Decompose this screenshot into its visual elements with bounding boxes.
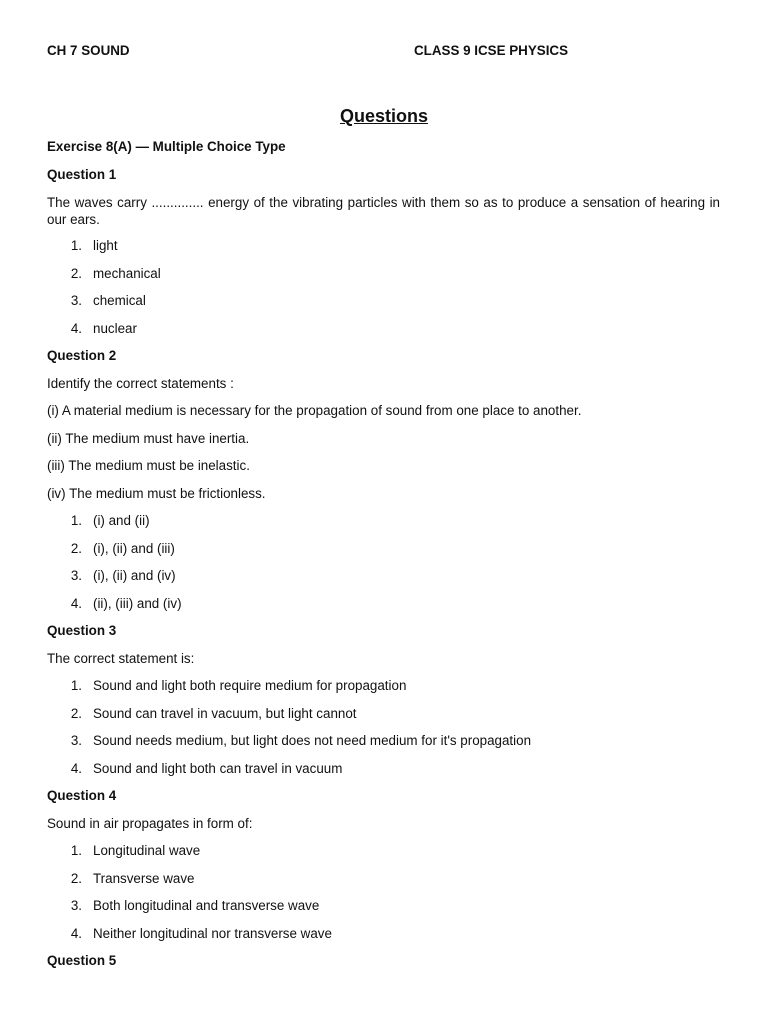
option-text: (i) and (ii): [93, 513, 150, 528]
option-item: [47, 293, 720, 321]
header-chapter: CH 7 SOUND: [47, 43, 130, 58]
option-item: [47, 266, 720, 294]
header-class: CLASS 9 ICSE PHYSICS: [414, 43, 569, 58]
question-text: The waves carry .............. energy of the vibrating particles with them so as to produce a sensation of hearing in our ears.: [47, 195, 720, 227]
option-item: [47, 761, 720, 789]
question-text: Sound in air propagates in form of:: [47, 815, 253, 831]
option-number: 1.: [70, 843, 82, 858]
option-number: 1.: [70, 238, 82, 253]
statement-text: (i) A material medium is necessary for the propagation of sound from one place to another.: [47, 403, 582, 418]
option-number: 4.: [70, 595, 82, 611]
question-heading: Question 3: [47, 623, 117, 638]
option-number: 4.: [70, 320, 82, 336]
option-text: Sound and light both can travel in vacuum: [93, 760, 343, 776]
option-number: 3.: [70, 733, 82, 748]
statement-text: (iii) The medium must be inelastic.: [47, 458, 250, 473]
option-text: (ii), (iii) and (iv): [93, 595, 182, 611]
option-text: (i), (ii) and (iv): [93, 568, 176, 583]
question-heading: Question 5: [47, 953, 117, 968]
option-item: [47, 541, 720, 569]
option-text: Neither longitudinal nor transverse wave: [93, 925, 332, 941]
option-item: [47, 678, 720, 706]
option-text: Longitudinal wave: [93, 843, 201, 858]
option-text: Sound and light both require medium for propagation: [93, 678, 407, 693]
option-number: 4.: [70, 760, 82, 776]
option-number: 3.: [70, 568, 82, 583]
question-heading: Question 4: [47, 788, 117, 803]
option-text: (i), (ii) and (iii): [93, 540, 175, 556]
option-item: [47, 596, 720, 624]
option-item: [47, 706, 720, 734]
option-item: [47, 898, 720, 926]
option-item: [47, 321, 720, 349]
option-text: Sound can travel in vacuum, but light cannot: [93, 705, 357, 721]
statement-text: (ii) The medium must have inertia.: [47, 430, 250, 446]
option-item: [47, 843, 720, 871]
option-text: Transverse wave: [93, 870, 195, 886]
question-text: The correct statement is:: [47, 650, 195, 666]
exercise-heading: Exercise 8(A) — Multiple Choice Type: [47, 139, 286, 154]
option-number: 3.: [70, 293, 82, 308]
question-heading: Question 2: [47, 348, 117, 363]
option-number: 2.: [70, 705, 82, 721]
question-heading: Question 1: [47, 166, 117, 182]
option-number: 2.: [70, 265, 82, 281]
document-body: [47, 139, 720, 981]
page-title: Questions: [339, 106, 428, 126]
option-item: [47, 513, 720, 541]
question-text: Identify the correct statements :: [47, 375, 234, 391]
option-item: [47, 926, 720, 954]
option-number: 2.: [70, 540, 82, 556]
option-text: Both longitudinal and transverse wave: [93, 898, 320, 913]
option-number: 4.: [70, 925, 82, 941]
option-number: 1.: [70, 678, 82, 693]
option-number: 2.: [70, 870, 82, 886]
option-text: mechanical: [93, 265, 161, 281]
statement-text: (iv) The medium must be frictionless.: [47, 485, 266, 501]
option-text: light: [93, 238, 118, 253]
option-item: [47, 871, 720, 899]
option-item: [47, 568, 720, 596]
option-number: 3.: [70, 898, 82, 913]
option-item: [47, 238, 720, 266]
option-number: 1.: [70, 513, 82, 528]
option-item: [47, 733, 720, 761]
option-text: chemical: [93, 293, 146, 308]
option-text: nuclear: [93, 320, 137, 336]
option-text: Sound needs medium, but light does not need medium for it's propagation: [93, 733, 532, 748]
